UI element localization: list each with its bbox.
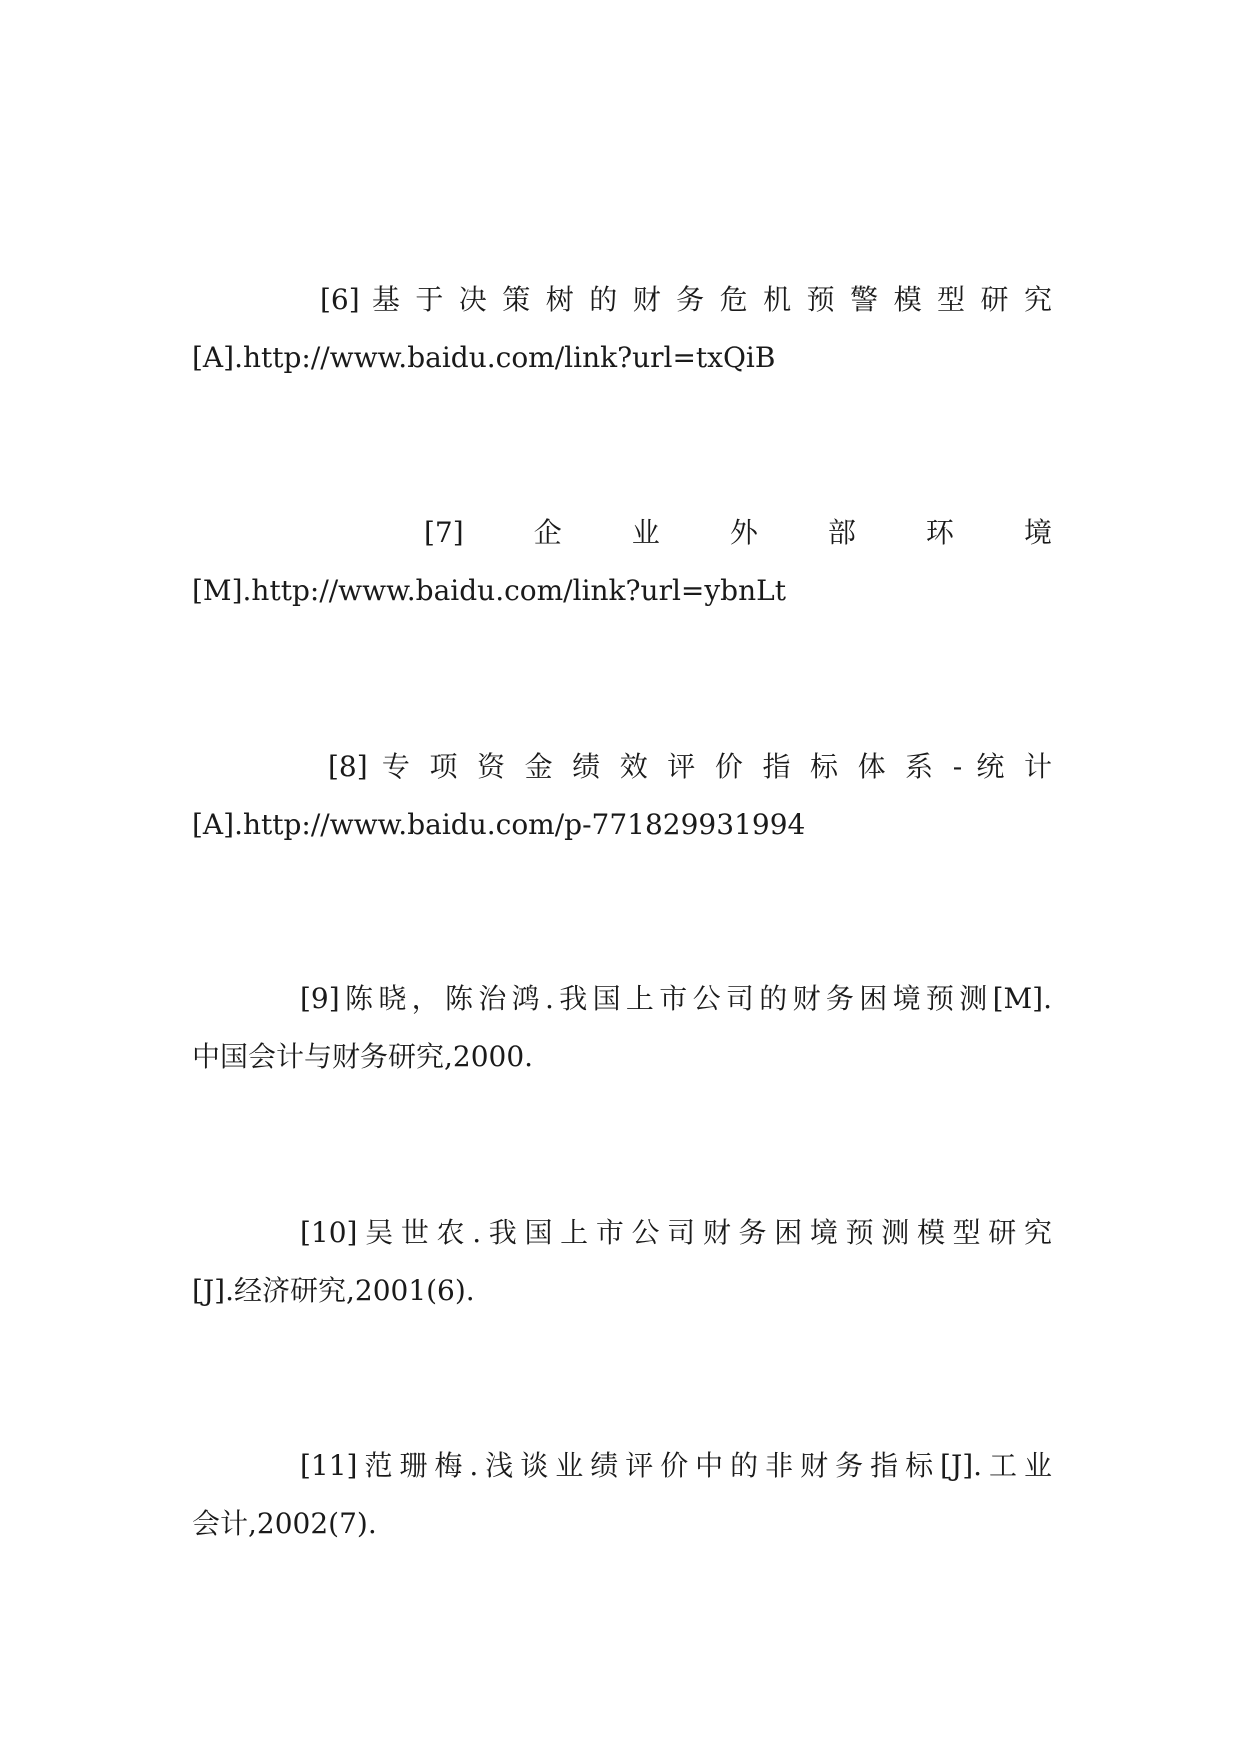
reference-11-line-2: 会计,2002(7).: [192, 1507, 377, 1540]
reference-7-line-2: [M].http://www.baidu.com/link?url=ybnLt: [192, 574, 786, 607]
reference-9-line-1: [9]陈晓，陈治鸿.我国上市公司的财务困境预测[M].: [300, 982, 1052, 1015]
reference-6-line-1: [6] 基 于 决 策 树 的 财 务 危 机 预 警 模 型 研 究: [320, 283, 1052, 316]
reference-7-line-1: [7] 企 业 外 部 环 境: [424, 516, 1052, 549]
reference-10-line-2: [J].经济研究,2001(6).: [192, 1274, 475, 1307]
reference-8-line-1: [8] 专 项 资 金 绩 效 评 价 指 标 体 系 - 统 计: [328, 750, 1052, 783]
reference-entry-11: [192, 1437, 1052, 1553]
reference-11-line-1: [11]范珊梅.浅谈业绩评价中的非财务指标[J].工业: [300, 1449, 1052, 1482]
reference-9-line-2: 中国会计与财务研究,2000.: [192, 1040, 534, 1073]
reference-entry-6: [192, 271, 1052, 387]
reference-entry-7: [192, 504, 1052, 620]
reference-entry-10: [192, 1204, 1052, 1320]
reference-entry-9: [192, 970, 1052, 1086]
reference-8-line-2: [A].http://www.baidu.com/p-771829931994: [192, 808, 806, 841]
reference-6-line-2: [A].http://www.baidu.com/link?url=txQiB: [192, 341, 776, 374]
reference-entry-8: [192, 738, 1052, 854]
reference-10-line-1: [10]吴世农.我国上市公司财务困境预测模型研究: [300, 1216, 1052, 1249]
